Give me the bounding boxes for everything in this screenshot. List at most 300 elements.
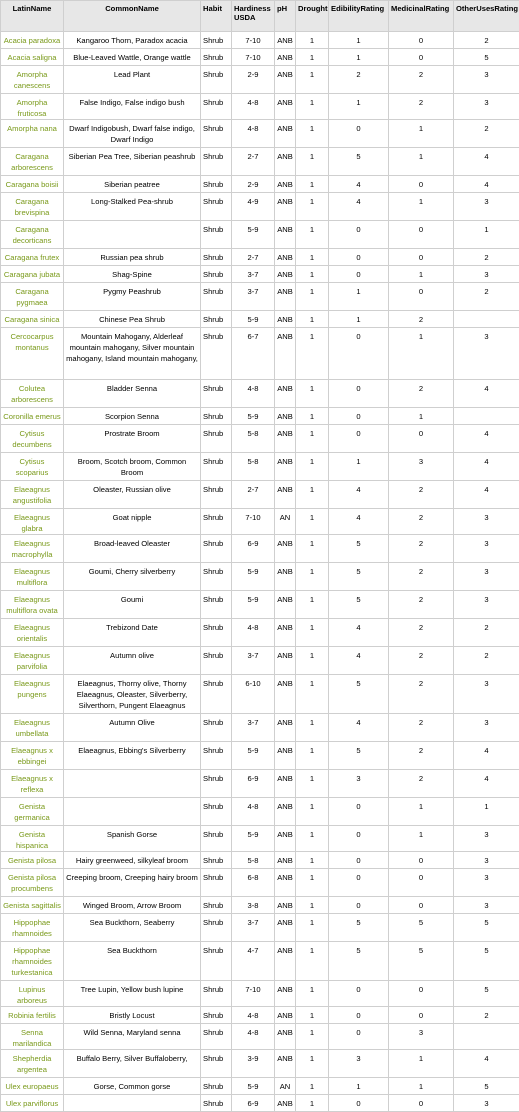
hardiness-cell: 3-7 — [232, 283, 275, 311]
edibility-rating-cell: 5 — [329, 563, 389, 591]
table-row — [1, 380, 519, 408]
latin-name-cell[interactable]: Shepherdia argentea — [1, 1050, 64, 1078]
common-name-cell: Broad-leaved Oleaster — [64, 535, 201, 563]
other-uses-rating-cell: 2 — [454, 32, 519, 49]
latin-name-cell[interactable]: Colutea arborescens — [1, 380, 64, 408]
common-name-cell: Winged Broom, Arrow Broom — [64, 897, 201, 914]
medicinal-rating-cell: 1 — [389, 328, 454, 380]
drought-cell: 1 — [296, 798, 329, 826]
drought-cell: 1 — [296, 563, 329, 591]
hardiness-cell: 5-9 — [232, 408, 275, 425]
ph-cell: ANB — [275, 176, 296, 193]
medicinal-rating-cell: 1 — [389, 120, 454, 148]
ph-cell: ANB — [275, 591, 296, 619]
latin-name-cell[interactable]: Elaeagnus angustifolia — [1, 481, 64, 509]
edibility-rating-cell: 1 — [329, 311, 389, 328]
other-uses-rating-cell: 3 — [454, 94, 519, 120]
common-name-cell: Russian pea shrub — [64, 249, 201, 266]
medicinal-rating-cell: 2 — [389, 535, 454, 563]
latin-name-cell[interactable]: Caragana arborescens — [1, 148, 64, 176]
habit-cell: Shrub — [201, 266, 232, 283]
ph-cell: ANB — [275, 49, 296, 66]
drought-cell: 1 — [296, 742, 329, 770]
latin-name-cell[interactable]: Cytisus scoparius — [1, 453, 64, 481]
drought-cell: 1 — [296, 1095, 329, 1112]
medicinal-rating-cell: 2 — [389, 714, 454, 742]
latin-name-cell[interactable]: Elaeagnus multiflora — [1, 563, 64, 591]
table-row — [1, 826, 519, 852]
table-row — [1, 869, 519, 897]
latin-name-cell[interactable]: Elaeagnus glabra — [1, 509, 64, 535]
latin-name-cell[interactable]: Cytisus decumbens — [1, 425, 64, 453]
latin-name-cell[interactable]: Amorpha nana — [1, 120, 64, 148]
latin-name-cell[interactable]: Elaeagnus parvifolia — [1, 647, 64, 675]
common-name-cell: Goumi — [64, 591, 201, 619]
ph-cell: ANB — [275, 981, 296, 1007]
medicinal-rating-cell: 2 — [389, 509, 454, 535]
habit-cell: Shrub — [201, 563, 232, 591]
ph-cell: ANB — [275, 1007, 296, 1024]
table-row — [1, 408, 519, 425]
habit-cell: Shrub — [201, 66, 232, 94]
other-uses-rating-cell: 1 — [454, 221, 519, 249]
latin-name-cell[interactable]: Elaeagnus macrophylla — [1, 535, 64, 563]
header-habit[interactable]: Habit — [201, 1, 232, 32]
table-row — [1, 32, 519, 49]
common-name-cell: Buffalo Berry, Silver Buffaloberry, — [64, 1050, 201, 1078]
hardiness-cell: 5-8 — [232, 453, 275, 481]
drought-cell: 1 — [296, 509, 329, 535]
habit-cell: Shrub — [201, 647, 232, 675]
ph-cell: ANB — [275, 1095, 296, 1112]
medicinal-rating-cell: 1 — [389, 408, 454, 425]
other-uses-rating-cell: 3 — [454, 266, 519, 283]
latin-name-cell[interactable]: Senna marilandica — [1, 1024, 64, 1050]
header-other-uses-rating[interactable]: OtherUsesRating — [454, 1, 519, 32]
header-row — [1, 1, 519, 32]
edibility-rating-cell: 0 — [329, 826, 389, 852]
table-row — [1, 591, 519, 619]
table-row — [1, 798, 519, 826]
hardiness-cell: 4-8 — [232, 1024, 275, 1050]
habit-cell: Shrub — [201, 852, 232, 869]
latin-name-cell[interactable]: Genista germanica — [1, 798, 64, 826]
table-row — [1, 148, 519, 176]
other-uses-rating-cell: 4 — [454, 770, 519, 798]
latin-name-cell[interactable]: Ulex parviflorus — [1, 1095, 64, 1112]
hardiness-cell: 5-9 — [232, 563, 275, 591]
drought-cell: 1 — [296, 380, 329, 408]
common-name-cell: Sea Buckthorn, Seaberry — [64, 914, 201, 942]
edibility-rating-cell: 0 — [329, 897, 389, 914]
other-uses-rating-cell: 2 — [454, 619, 519, 647]
table-row — [1, 742, 519, 770]
drought-cell: 1 — [296, 266, 329, 283]
latin-name-cell[interactable]: Amorpha fruticosa — [1, 94, 64, 120]
drought-cell: 1 — [296, 647, 329, 675]
ph-cell: ANB — [275, 619, 296, 647]
habit-cell: Shrub — [201, 1050, 232, 1078]
edibility-rating-cell: 0 — [329, 869, 389, 897]
table-row — [1, 981, 519, 1007]
drought-cell: 1 — [296, 897, 329, 914]
table-row — [1, 675, 519, 714]
habit-cell: Shrub — [201, 981, 232, 1007]
edibility-rating-cell: 0 — [329, 425, 389, 453]
other-uses-rating-cell: 5 — [454, 1078, 519, 1095]
latin-name-cell[interactable]: Elaeagnus pungens — [1, 675, 64, 714]
latin-name-cell[interactable]: Lupinus arboreus — [1, 981, 64, 1007]
latin-name-cell[interactable]: Genista pilosa procumbens — [1, 869, 64, 897]
common-name-cell: Prostrate Broom — [64, 425, 201, 453]
habit-cell: Shrub — [201, 311, 232, 328]
hardiness-cell: 3-8 — [232, 897, 275, 914]
habit-cell: Shrub — [201, 1095, 232, 1112]
latin-name-cell[interactable]: Caragana decorticans — [1, 221, 64, 249]
hardiness-cell: 6-9 — [232, 770, 275, 798]
hardiness-cell: 4-8 — [232, 798, 275, 826]
edibility-rating-cell: 0 — [329, 221, 389, 249]
common-name-cell: Bladder Senna — [64, 380, 201, 408]
hardiness-cell: 6-8 — [232, 869, 275, 897]
common-name-cell: Oleaster, Russian olive — [64, 481, 201, 509]
medicinal-rating-cell: 1 — [389, 266, 454, 283]
medicinal-rating-cell: 5 — [389, 914, 454, 942]
drought-cell: 1 — [296, 675, 329, 714]
hardiness-cell: 7-10 — [232, 32, 275, 49]
latin-name-cell[interactable]: Robinia fertilis — [1, 1007, 64, 1024]
drought-cell: 1 — [296, 914, 329, 942]
hardiness-cell: 5-9 — [232, 311, 275, 328]
drought-cell: 1 — [296, 535, 329, 563]
latin-name-cell[interactable]: Genista pilosa — [1, 852, 64, 869]
drought-cell: 1 — [296, 49, 329, 66]
drought-cell: 1 — [296, 826, 329, 852]
edibility-rating-cell: 0 — [329, 328, 389, 380]
edibility-rating-cell: 1 — [329, 49, 389, 66]
medicinal-rating-cell: 2 — [389, 311, 454, 328]
table-body — [1, 32, 519, 1112]
other-uses-rating-cell — [454, 1024, 519, 1050]
edibility-rating-cell: 1 — [329, 1078, 389, 1095]
ph-cell: ANB — [275, 1024, 296, 1050]
common-name-cell: Trebizond Date — [64, 619, 201, 647]
header-drought[interactable]: Drought — [296, 1, 329, 32]
hardiness-cell: 4-8 — [232, 120, 275, 148]
drought-cell: 1 — [296, 94, 329, 120]
medicinal-rating-cell: 2 — [389, 770, 454, 798]
table-row — [1, 509, 519, 535]
medicinal-rating-cell: 0 — [389, 283, 454, 311]
other-uses-rating-cell: 3 — [454, 869, 519, 897]
latin-name-cell[interactable]: Caragana frutex — [1, 249, 64, 266]
common-name-cell: Chinese Pea Shrub — [64, 311, 201, 328]
hardiness-cell: 4-8 — [232, 1007, 275, 1024]
table-row — [1, 328, 519, 380]
ph-cell: ANB — [275, 742, 296, 770]
drought-cell: 1 — [296, 770, 329, 798]
table-row — [1, 1024, 519, 1050]
habit-cell: Shrub — [201, 425, 232, 453]
medicinal-rating-cell: 1 — [389, 798, 454, 826]
ph-cell: ANB — [275, 1050, 296, 1078]
ph-cell: ANB — [275, 94, 296, 120]
other-uses-rating-cell — [454, 311, 519, 328]
common-name-cell: False Indigo, False indigo bush — [64, 94, 201, 120]
ph-cell: ANB — [275, 120, 296, 148]
medicinal-rating-cell: 1 — [389, 1050, 454, 1078]
latin-name-cell[interactable]: Caragana boisii — [1, 176, 64, 193]
hardiness-cell: 3-7 — [232, 647, 275, 675]
medicinal-rating-cell: 0 — [389, 897, 454, 914]
header-edibility-rating[interactable]: EdibilityRating — [329, 1, 389, 32]
common-name-cell: Creeping broom, Creeping hairy broom — [64, 869, 201, 897]
ph-cell: ANB — [275, 647, 296, 675]
common-name-cell: Bristly Locust — [64, 1007, 201, 1024]
ph-cell: ANB — [275, 425, 296, 453]
edibility-rating-cell: 1 — [329, 94, 389, 120]
edibility-rating-cell: 1 — [329, 283, 389, 311]
hardiness-cell: 4-8 — [232, 619, 275, 647]
habit-cell: Shrub — [201, 509, 232, 535]
medicinal-rating-cell: 0 — [389, 869, 454, 897]
medicinal-rating-cell: 1 — [389, 148, 454, 176]
latin-name-cell[interactable]: Hippophae rhamnoides — [1, 914, 64, 942]
hardiness-cell: 4-8 — [232, 94, 275, 120]
medicinal-rating-cell: 0 — [389, 1095, 454, 1112]
hardiness-cell: 4-7 — [232, 942, 275, 981]
header-medicinal-rating[interactable]: MedicinalRating — [389, 1, 454, 32]
edibility-rating-cell: 1 — [329, 453, 389, 481]
header-hardiness[interactable]: Hardiness USDA — [232, 1, 275, 32]
other-uses-rating-cell: 4 — [454, 425, 519, 453]
edibility-rating-cell: 2 — [329, 66, 389, 94]
table-row — [1, 193, 519, 221]
habit-cell: Shrub — [201, 249, 232, 266]
header-common-name[interactable]: CommonName — [64, 1, 201, 32]
edibility-rating-cell: 5 — [329, 942, 389, 981]
ph-cell: ANB — [275, 852, 296, 869]
hardiness-cell: 3-7 — [232, 714, 275, 742]
hardiness-cell: 7-10 — [232, 49, 275, 66]
latin-name-cell[interactable]: Coronilla emerus — [1, 408, 64, 425]
header-ph[interactable]: pH — [275, 1, 296, 32]
habit-cell: Shrub — [201, 1078, 232, 1095]
edibility-rating-cell: 0 — [329, 266, 389, 283]
habit-cell: Shrub — [201, 914, 232, 942]
habit-cell: Shrub — [201, 408, 232, 425]
table-row — [1, 619, 519, 647]
table-row — [1, 425, 519, 453]
drought-cell: 1 — [296, 148, 329, 176]
drought-cell: 1 — [296, 328, 329, 380]
edibility-rating-cell: 0 — [329, 408, 389, 425]
edibility-rating-cell: 0 — [329, 1007, 389, 1024]
common-name-cell — [64, 221, 201, 249]
common-name-cell: Siberian peatree — [64, 176, 201, 193]
medicinal-rating-cell: 1 — [389, 193, 454, 221]
drought-cell: 1 — [296, 981, 329, 1007]
drought-cell: 1 — [296, 852, 329, 869]
table-row — [1, 176, 519, 193]
edibility-rating-cell: 0 — [329, 1095, 389, 1112]
drought-cell: 1 — [296, 619, 329, 647]
drought-cell: 1 — [296, 453, 329, 481]
drought-cell: 1 — [296, 176, 329, 193]
habit-cell: Shrub — [201, 94, 232, 120]
common-name-cell — [64, 798, 201, 826]
medicinal-rating-cell: 0 — [389, 32, 454, 49]
latin-name-cell[interactable]: Ulex europaeus — [1, 1078, 64, 1095]
other-uses-rating-cell: 2 — [454, 1007, 519, 1024]
table-row — [1, 283, 519, 311]
ph-cell: ANB — [275, 193, 296, 221]
drought-cell: 1 — [296, 66, 329, 94]
drought-cell: 1 — [296, 311, 329, 328]
table-row — [1, 852, 519, 869]
medicinal-rating-cell: 0 — [389, 49, 454, 66]
habit-cell: Shrub — [201, 826, 232, 852]
ph-cell: AN — [275, 509, 296, 535]
ph-cell: AN — [275, 1078, 296, 1095]
table-row — [1, 311, 519, 328]
latin-name-cell[interactable]: Acacia saligna — [1, 49, 64, 66]
other-uses-rating-cell: 4 — [454, 481, 519, 509]
other-uses-rating-cell: 4 — [454, 148, 519, 176]
habit-cell: Shrub — [201, 380, 232, 408]
latin-name-cell[interactable]: Elaeagnus orientalis — [1, 619, 64, 647]
medicinal-rating-cell: 2 — [389, 591, 454, 619]
latin-name-cell[interactable]: Caragana brevispina — [1, 193, 64, 221]
latin-name-cell[interactable]: Cercocarpus montanus — [1, 328, 64, 380]
ph-cell: ANB — [275, 453, 296, 481]
table-row — [1, 249, 519, 266]
other-uses-rating-cell: 3 — [454, 714, 519, 742]
hardiness-cell: 2-9 — [232, 66, 275, 94]
medicinal-rating-cell: 2 — [389, 380, 454, 408]
edibility-rating-cell: 3 — [329, 770, 389, 798]
common-name-cell: Tree Lupin, Yellow bush lupine — [64, 981, 201, 1007]
table-row — [1, 1007, 519, 1024]
other-uses-rating-cell: 2 — [454, 647, 519, 675]
table-row — [1, 942, 519, 981]
common-name-cell — [64, 770, 201, 798]
latin-name-cell[interactable]: Acacia paradoxa — [1, 32, 64, 49]
medicinal-rating-cell: 3 — [389, 453, 454, 481]
hardiness-cell: 4-9 — [232, 193, 275, 221]
ph-cell: ANB — [275, 283, 296, 311]
edibility-rating-cell: 0 — [329, 380, 389, 408]
table-row — [1, 714, 519, 742]
ph-cell: ANB — [275, 770, 296, 798]
table-row — [1, 1050, 519, 1078]
latin-name-cell[interactable]: Elaeagnus x reflexa — [1, 770, 64, 798]
table-row — [1, 481, 519, 509]
hardiness-cell: 3-7 — [232, 914, 275, 942]
table-row — [1, 535, 519, 563]
drought-cell: 1 — [296, 869, 329, 897]
medicinal-rating-cell: 0 — [389, 249, 454, 266]
other-uses-rating-cell: 2 — [454, 120, 519, 148]
habit-cell: Shrub — [201, 120, 232, 148]
latin-name-cell[interactable]: Hippophae rhamnoides turkestanica — [1, 942, 64, 981]
habit-cell: Shrub — [201, 1007, 232, 1024]
common-name-cell: Blue-Leaved Wattle, Orange wattle — [64, 49, 201, 66]
latin-name-cell[interactable]: Elaeagnus umbellata — [1, 714, 64, 742]
habit-cell: Shrub — [201, 453, 232, 481]
habit-cell: Shrub — [201, 869, 232, 897]
ph-cell: ANB — [275, 563, 296, 591]
habit-cell: Shrub — [201, 535, 232, 563]
ph-cell: ANB — [275, 714, 296, 742]
latin-name-cell[interactable]: Elaeagnus x ebbingei — [1, 742, 64, 770]
edibility-rating-cell: 4 — [329, 619, 389, 647]
hardiness-cell: 2-9 — [232, 176, 275, 193]
edibility-rating-cell: 5 — [329, 591, 389, 619]
habit-cell: Shrub — [201, 714, 232, 742]
other-uses-rating-cell: 3 — [454, 535, 519, 563]
other-uses-rating-cell: 5 — [454, 981, 519, 1007]
ph-cell: ANB — [275, 481, 296, 509]
common-name-cell: Goumi, Cherry silverberry — [64, 563, 201, 591]
drought-cell: 1 — [296, 408, 329, 425]
medicinal-rating-cell: 0 — [389, 221, 454, 249]
medicinal-rating-cell: 2 — [389, 647, 454, 675]
common-name-cell: Elaeagnus, Ebbing's Silverberry — [64, 742, 201, 770]
common-name-cell: Long-Stalked Pea-shrub — [64, 193, 201, 221]
edibility-rating-cell: 5 — [329, 742, 389, 770]
latin-name-cell[interactable]: Caragana pygmaea — [1, 283, 64, 311]
latin-name-cell[interactable]: Elaeagnus multiflora ovata — [1, 591, 64, 619]
edibility-rating-cell: 4 — [329, 647, 389, 675]
ph-cell: ANB — [275, 266, 296, 283]
common-name-cell: Gorse, Common gorse — [64, 1078, 201, 1095]
drought-cell: 1 — [296, 32, 329, 49]
ph-cell: ANB — [275, 380, 296, 408]
medicinal-rating-cell: 5 — [389, 942, 454, 981]
hardiness-cell: 4-8 — [232, 380, 275, 408]
drought-cell: 1 — [296, 120, 329, 148]
edibility-rating-cell: 1 — [329, 32, 389, 49]
habit-cell: Shrub — [201, 1024, 232, 1050]
other-uses-rating-cell: 2 — [454, 283, 519, 311]
other-uses-rating-cell: 4 — [454, 1050, 519, 1078]
hardiness-cell: 5-9 — [232, 221, 275, 249]
header-latin-name[interactable]: LatinName — [1, 1, 64, 32]
other-uses-rating-cell: 5 — [454, 942, 519, 981]
hardiness-cell: 6-7 — [232, 328, 275, 380]
hardiness-cell: 2-7 — [232, 249, 275, 266]
hardiness-cell: 5-9 — [232, 826, 275, 852]
other-uses-rating-cell — [454, 408, 519, 425]
edibility-rating-cell: 5 — [329, 535, 389, 563]
drought-cell: 1 — [296, 283, 329, 311]
latin-name-cell[interactable]: Amorpha canescens — [1, 66, 64, 94]
latin-name-cell[interactable]: Genista hispanica — [1, 826, 64, 852]
ph-cell: ANB — [275, 221, 296, 249]
common-name-cell: Sea Buckthorn — [64, 942, 201, 981]
latin-name-cell[interactable]: Caragana jubata — [1, 266, 64, 283]
habit-cell: Shrub — [201, 49, 232, 66]
latin-name-cell[interactable]: Caragana sinica — [1, 311, 64, 328]
table-row — [1, 94, 519, 120]
other-uses-rating-cell: 3 — [454, 897, 519, 914]
other-uses-rating-cell: 3 — [454, 1095, 519, 1112]
latin-name-cell[interactable]: Genista sagittalis — [1, 897, 64, 914]
common-name-cell: Broom, Scotch broom, Common Broom — [64, 453, 201, 481]
hardiness-cell: 5-8 — [232, 852, 275, 869]
ph-cell: ANB — [275, 675, 296, 714]
